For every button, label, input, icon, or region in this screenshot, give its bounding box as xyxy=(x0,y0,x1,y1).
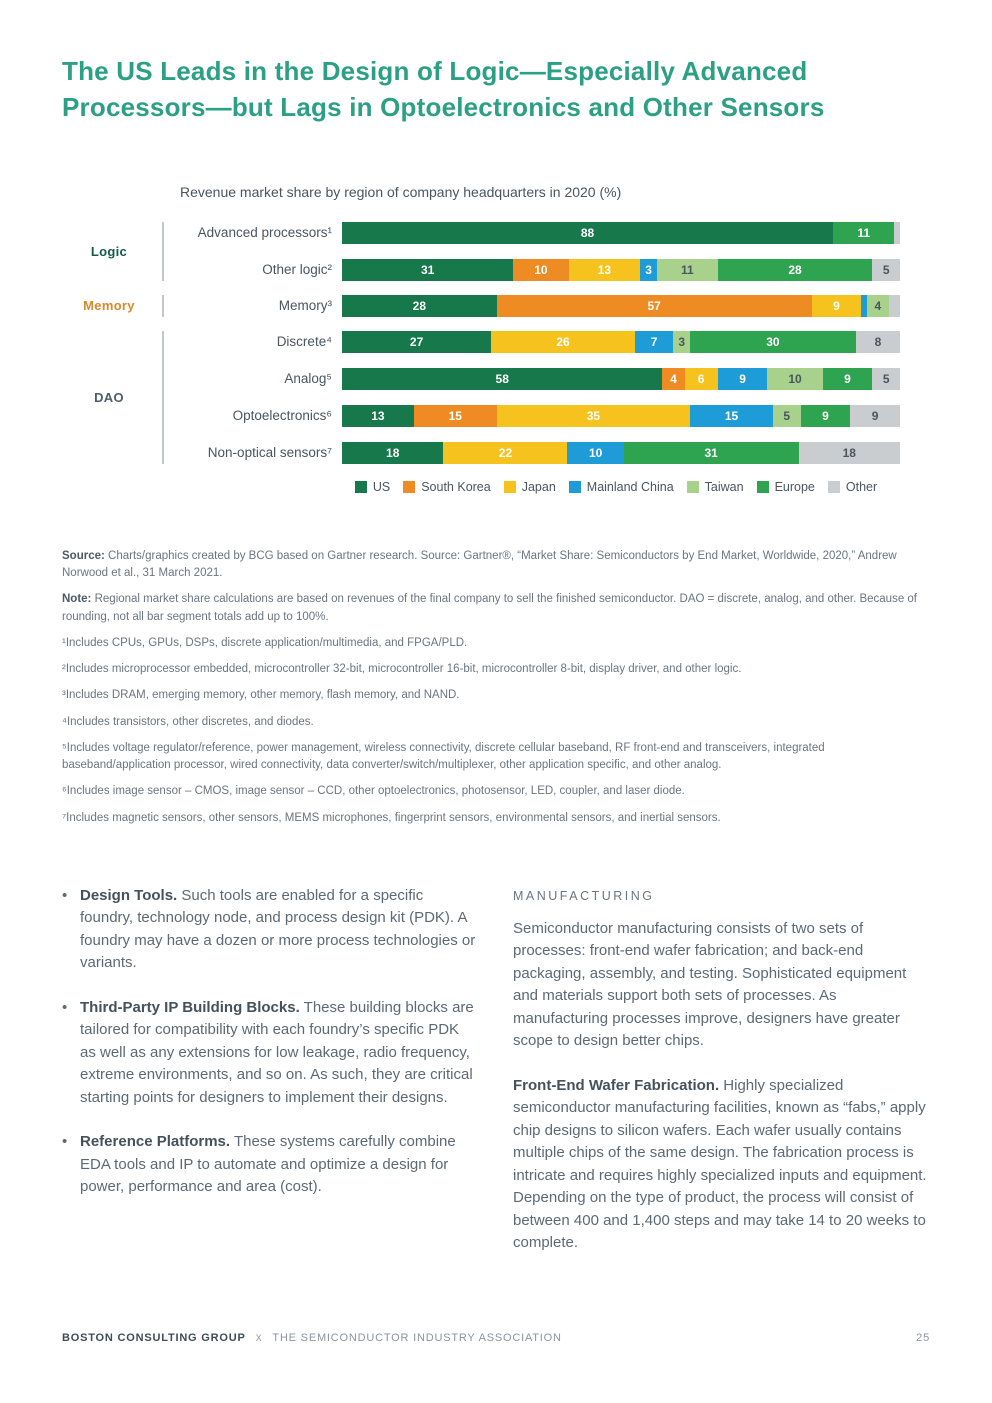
segment-value-label: 31 xyxy=(420,262,435,277)
bullet-text: Reference Platforms. These systems carefully combine EDA tools and IP to automate and optimize a design for power, performance and area (cost). xyxy=(80,1133,456,1196)
bar-segment xyxy=(443,442,567,464)
legend-label: Taiwan xyxy=(704,479,744,494)
stacked-bar xyxy=(342,368,900,390)
segment-value-label: 28 xyxy=(788,262,802,277)
segment-value-label: 4 xyxy=(874,298,882,313)
bar-segment xyxy=(491,331,635,353)
stacked-bar xyxy=(342,405,900,427)
bar-segment xyxy=(497,405,690,427)
footer-partner: THE SEMICONDUCTOR INDUSTRY ASSOCIATION xyxy=(272,1332,562,1344)
bar-segment xyxy=(497,295,812,317)
footnote: ⁵Includes voltage regulator/reference, power management, wireless connectivity, discrete cellular baseband, RF front-end and transceivers, integrated baseband/application processor, wired connectivity, data converter/switch/multiplexer, other application specific, and other analog. xyxy=(62,741,825,771)
segment-value-label: 3 xyxy=(678,334,686,349)
bar-segment xyxy=(799,442,900,464)
stacked-bar xyxy=(342,331,900,353)
segment-value-label: 13 xyxy=(597,262,612,277)
bullet-text: Design Tools. Such tools are enabled for a specific foundry, technology node, and process design kit (PDK). A foundry may have a dozen or more process technologies or variants. xyxy=(80,886,476,972)
row-category-label: Analog⁵ xyxy=(284,371,332,387)
note-text: Regional market share calculations are based on revenues of the final company to sell the finished semiconductor. DAO = discrete, analog, and other. Because of rounding, not all bar segment totals add up to 100%. xyxy=(62,593,918,623)
bar-segment xyxy=(894,222,900,244)
legend-swatch-icon xyxy=(757,481,769,493)
segment-value-label: 5 xyxy=(783,408,791,423)
bar-segment xyxy=(801,405,851,427)
bar-segment xyxy=(685,368,718,390)
group-label-cell xyxy=(62,331,162,464)
group-label-cell xyxy=(62,295,162,317)
footer-separator: X xyxy=(255,1333,263,1343)
row-category-label: Memory³ xyxy=(278,298,332,314)
segment-value-label: 9 xyxy=(833,298,840,313)
bar-segment xyxy=(690,405,773,427)
source-note xyxy=(62,548,930,583)
segment-value-label: 27 xyxy=(409,334,424,349)
note-label: Note: xyxy=(62,593,92,606)
legend-label: Japan xyxy=(521,479,556,494)
legend-swatch-icon xyxy=(504,481,516,493)
segment-value-label: 22 xyxy=(498,445,513,460)
bar-segment xyxy=(833,222,894,244)
chart-row xyxy=(164,259,900,281)
bullet-item xyxy=(62,997,479,1110)
group-rows xyxy=(164,295,900,317)
footer-left xyxy=(62,1332,562,1344)
bullet-lead: Design Tools. xyxy=(80,886,178,904)
segment-value-label: 8 xyxy=(874,334,882,349)
bar-segment xyxy=(718,368,768,390)
row-category-label: Other logic² xyxy=(262,262,332,278)
segment-value-label: 28 xyxy=(412,298,427,313)
segment-value-label: 26 xyxy=(556,334,570,349)
segment-value-label: 13 xyxy=(371,408,385,423)
legend-item xyxy=(757,480,815,494)
page-number: 25 xyxy=(916,1332,930,1344)
manufacturing-paragraph: Semiconductor manufacturing consists of two sets of processes: front-end wafer fabrication; and back-end packaging, assembly, and testing. Sophisticated equipment and materials support both sets of processes. As manufacturing processes improve, designers have greater scope to design better chips. xyxy=(513,919,907,1049)
bar-segment xyxy=(823,368,873,390)
bar-segment xyxy=(342,442,443,464)
segment-value-label: 35 xyxy=(586,408,601,423)
bar-segment xyxy=(513,259,568,281)
bar-segment xyxy=(812,295,862,317)
bar-segment xyxy=(850,405,900,427)
segment-value-label: 88 xyxy=(580,225,595,240)
bar-segment xyxy=(342,259,513,281)
legend-swatch-icon xyxy=(569,481,581,493)
segment-value-label: 4 xyxy=(670,371,677,386)
page-title: The US Leads in the Design of Logic—Especially Advanced Processors—but Lags in Optoelectronics and Other Sensors xyxy=(62,56,825,122)
legend-label: US xyxy=(372,479,391,494)
chart-group xyxy=(62,222,900,281)
bar-segment xyxy=(342,295,497,317)
bar-segment xyxy=(342,405,414,427)
row-category-label: Discrete⁴ xyxy=(276,334,332,350)
chart-group xyxy=(62,295,900,317)
chart-legend xyxy=(332,480,900,494)
footnote: ⁴Includes transistors, other discretes, and diodes. xyxy=(62,715,314,728)
bar-segment xyxy=(718,259,873,281)
row-category-label: Advanced processors¹ xyxy=(197,225,332,241)
legend-label: Mainland China xyxy=(586,479,674,494)
group-label-cell xyxy=(62,222,162,281)
chart-row xyxy=(164,331,900,353)
bar-segment xyxy=(867,295,889,317)
legend-label: Other xyxy=(845,479,878,494)
legend-item xyxy=(504,480,556,494)
segment-value-label: 11 xyxy=(680,262,694,277)
note-note xyxy=(62,591,930,626)
bullet-marker: • xyxy=(62,998,68,1016)
bar-segment xyxy=(773,405,801,427)
page-footer xyxy=(62,1332,930,1344)
bullet-list xyxy=(62,885,479,1199)
segment-value-label: 31 xyxy=(704,445,718,460)
footnote: ⁶Includes image sensor – CMOS, image sensor – CCD, other optoelectronics, photosensor, LED, coupler, and laser diode. xyxy=(62,785,685,798)
bullet-lead: Reference Platforms. xyxy=(80,1133,231,1151)
bar-segment xyxy=(673,331,690,353)
bar-segment xyxy=(872,259,900,281)
segment-value-label: 15 xyxy=(448,408,462,423)
bar-segment xyxy=(569,259,641,281)
segment-value-label: 30 xyxy=(766,334,780,349)
bullet-marker: • xyxy=(62,1133,68,1151)
bar-segment xyxy=(767,368,822,390)
footnote: ¹Includes CPUs, GPUs, DSPs, discrete application/multimedia, and FPGA/PLD. xyxy=(62,636,468,649)
bar-segment xyxy=(635,331,674,353)
segment-value-label: 5 xyxy=(882,371,890,386)
bar-segment xyxy=(856,331,900,353)
segment-value-label: 15 xyxy=(724,408,739,423)
bar-segment xyxy=(414,405,497,427)
group-rows xyxy=(164,331,900,464)
segment-value-label: 9 xyxy=(822,408,829,423)
segment-value-label: 10 xyxy=(788,371,802,386)
chart-title: Revenue market share by region of company headquarters in 2020 (%) xyxy=(180,183,622,200)
segment-value-label: 6 xyxy=(697,371,705,386)
segment-value-label: 5 xyxy=(882,262,890,277)
group-rows xyxy=(164,222,900,281)
bar-segment xyxy=(872,368,900,390)
paragraph-lead: Front-End Wafer Fabrication. xyxy=(513,1076,720,1094)
bullet-lead: Third-Party IP Building Blocks. xyxy=(80,998,300,1016)
segment-value-label: 10 xyxy=(534,262,548,277)
row-category-label: Non-optical sensors⁷ xyxy=(207,445,332,461)
bar-segment xyxy=(657,259,718,281)
legend-swatch-icon xyxy=(403,481,415,493)
legend-label: South Korea xyxy=(421,479,491,494)
notes-block xyxy=(62,548,930,827)
segment-value-label: 58 xyxy=(495,371,509,386)
bar-segment xyxy=(342,331,491,353)
body-right-column xyxy=(513,885,930,1277)
legend-swatch-icon xyxy=(687,481,699,493)
chart-row xyxy=(164,295,900,317)
legend-item xyxy=(828,480,877,494)
body-columns xyxy=(62,885,930,1277)
chart-row xyxy=(164,405,900,427)
segment-value-label: 9 xyxy=(739,371,746,386)
paragraph-text: Highly specialized semiconductor manufacturing facilities, known as “fabs,” apply chip designs to silicon wafers. Each wafer usually contains multiple chips of the same design. The fabrication process is intricate and requires highly specialized inputs and equipment. Depending on the type of product, the process will consist of between 400 and 1,400 steps and may take 14 to 20 weeks to complete. xyxy=(513,1076,927,1251)
source-label: Source: xyxy=(62,549,105,562)
source-text: Charts/graphics created by BCG based on Gartner research. Source: Gartner®, “Market Share: Semiconductors by End Market, Worldwide, 2020,” Andrew Norwood et al., 31 March 2021. xyxy=(62,549,897,579)
segment-value-label: 3 xyxy=(645,262,652,277)
manufacturing-header: MANUFACTURING xyxy=(513,888,655,903)
segment-value-label: 18 xyxy=(842,445,856,460)
legend-item xyxy=(403,480,491,494)
bar-segment xyxy=(640,259,657,281)
footnote: ²Includes microprocessor embedded, microcontroller 32-bit, microcontroller 16-bit, microcontroller 8-bit, display driver, and other logic. xyxy=(62,663,742,675)
group-label: DAO xyxy=(94,389,124,405)
bar-segment xyxy=(889,295,900,317)
segment-value-label: 9 xyxy=(871,408,879,423)
bar-segment xyxy=(624,442,799,464)
legend-label: Europe xyxy=(774,479,815,494)
bar-segment xyxy=(662,368,684,390)
stacked-bar-chart xyxy=(62,222,900,464)
wafer-fabrication-paragraph xyxy=(513,1075,930,1255)
stacked-bar xyxy=(342,259,900,281)
bullet-marker: • xyxy=(62,886,68,904)
segment-value-label: 57 xyxy=(647,298,661,313)
footnote: ³Includes DRAM, emerging memory, other memory, flash memory, and NAND. xyxy=(62,689,460,702)
stacked-bar xyxy=(342,222,900,244)
chart-group xyxy=(62,331,900,464)
stacked-bar xyxy=(342,295,900,317)
footnote-list xyxy=(62,635,930,827)
legend-item xyxy=(569,480,674,494)
body-left-column xyxy=(62,885,479,1277)
chart-row xyxy=(164,442,900,464)
footnote: ⁷Includes magnetic sensors, other sensors, MEMS microphones, fingerprint sensors, environmental sensors, and inertial sensors. xyxy=(62,811,721,824)
bar-segment xyxy=(342,222,833,244)
legend-swatch-icon xyxy=(355,481,367,493)
legend-swatch-icon xyxy=(828,481,840,493)
legend-item xyxy=(355,480,390,494)
chart-row xyxy=(164,222,900,244)
chart-row xyxy=(164,368,900,390)
segment-value-label: 9 xyxy=(844,371,851,386)
bullet-item xyxy=(62,885,479,975)
group-label: Memory xyxy=(83,298,135,314)
stacked-bar xyxy=(342,442,900,464)
bullet-item xyxy=(62,1131,479,1199)
segment-value-label: 10 xyxy=(588,445,603,460)
bullet-text: Third-Party IP Building Blocks. These building blocks are tailored for compatibility with each foundry’s specific PDK as well as any extensions for low leakage, radio frequency, extreme environments, and so on. As such, they are critical starting points for designers to implement their designs. xyxy=(80,998,474,1106)
segment-value-label: 18 xyxy=(386,445,400,460)
bar-segment xyxy=(342,368,662,390)
row-category-label: Optoelectronics⁶ xyxy=(232,408,332,424)
footer-brand: BOSTON CONSULTING GROUP xyxy=(62,1332,246,1344)
segment-value-label: 7 xyxy=(650,334,658,349)
group-label: Logic xyxy=(90,243,128,259)
bar-segment xyxy=(567,442,623,464)
bar-segment xyxy=(690,331,856,353)
segment-value-label: 11 xyxy=(857,225,871,240)
legend-item xyxy=(687,480,744,494)
